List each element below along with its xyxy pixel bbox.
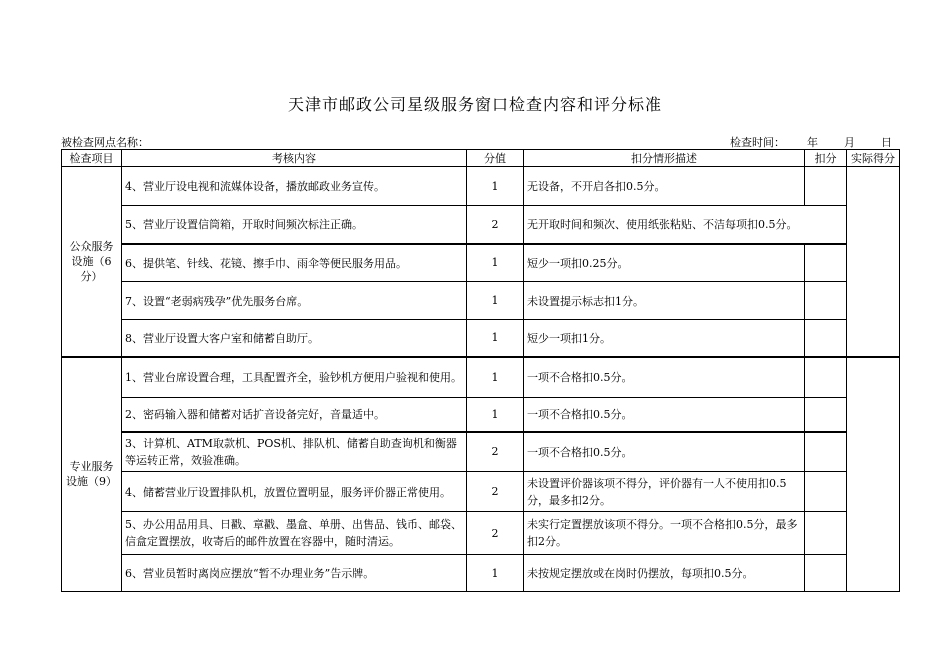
deduct-cell <box>805 357 847 398</box>
actual-score-cell <box>847 357 900 592</box>
table-row <box>62 398 900 432</box>
table-row <box>62 555 900 592</box>
deduct-desc-cell: 未实行定置摆放该项不得分。一项不合格扣0.5分，最多扣2分。 <box>524 512 805 555</box>
table-row <box>62 432 900 472</box>
content-cell: 8、营业厅设置大客户室和储蓄自助厅。 <box>122 320 467 357</box>
score-cell: 2 <box>467 432 524 472</box>
header-row <box>62 150 900 167</box>
deduct-desc-cell: 短少一项扣1分。 <box>524 320 805 357</box>
deduct-desc-cell: 未按规定摆放或在岗时仍摆放，每项扣0.5分。 <box>524 555 805 592</box>
header-actual: 实际得分 <box>847 150 900 167</box>
score-cell: 2 <box>467 206 524 244</box>
score-cell: 2 <box>467 512 524 555</box>
score-cell: 1 <box>467 357 524 398</box>
content-cell: 5、办公用品用具、日戳、章戳、墨盒、单册、出售品、钱币、邮袋、信盒定置摆放，收寄后的邮件放置在容器中，随时清运。 <box>122 512 467 555</box>
deduct-cell <box>805 472 847 512</box>
table-row <box>62 472 900 512</box>
score-cell: 1 <box>467 398 524 432</box>
score-cell: 1 <box>467 555 524 592</box>
page-title: 天津市邮政公司星级服务窗口检查内容和评分标准 <box>287 95 662 114</box>
deduct-desc-cell: 一项不合格扣0.5分。 <box>524 398 805 432</box>
header-item: 检查项目 <box>62 150 122 167</box>
deduct-desc-cell: 无设备，不开启各扣0.5分。 <box>524 167 805 206</box>
actual-score-cell <box>847 167 900 357</box>
table-row <box>62 512 900 555</box>
deduct-desc-cell: 未设置评价器该项不得分，评价器有一人不使用扣0.5分，最多扣2分。 <box>524 472 805 512</box>
deduct-desc-cell: 一项不合格扣0.5分。 <box>524 432 805 472</box>
deduct-desc-cell: 一项不合格扣0.5分。 <box>524 357 805 398</box>
score-cell: 1 <box>467 244 524 282</box>
header-deduct-desc: 扣分情形描述 <box>524 150 805 167</box>
content-cell: 3、计算机、ATM取款机、POS机、排队机、储蓄自助查询机和衡器等运转正常，效验准确。 <box>122 432 467 472</box>
deduct-desc-cell: 无开取时间和频次、使用纸张粘贴、不洁每项扣0.5分。 <box>524 206 847 244</box>
deduct-cell <box>805 512 847 555</box>
table-row <box>62 320 900 357</box>
content-cell: 1、营业台席设置合理，工具配置齐全，验钞机方便用户验视和使用。 <box>122 357 467 398</box>
table-row <box>62 244 900 282</box>
content-cell: 5、营业厅设置信筒箱，开取时间频次标注正确。 <box>122 206 467 244</box>
scoring-table <box>61 149 900 592</box>
content-cell: 4、储蓄营业厅设置排队机，放置位置明显，服务评价器正常使用。 <box>122 472 467 512</box>
deduct-cell <box>805 320 847 357</box>
deduct-desc-cell: 未设置提示标志扣1分。 <box>524 282 805 320</box>
month-label: 月 <box>844 136 855 149</box>
outlet-name-label: 被检查网点名称： <box>61 136 149 149</box>
category-professional-facilities: 专业服务设施（9） <box>62 357 122 592</box>
header-deduct: 扣分 <box>805 150 847 167</box>
table-row <box>62 357 900 398</box>
table-row <box>62 282 900 320</box>
header-score: 分值 <box>467 150 524 167</box>
content-cell: 6、营业员暂时离岗应摆放“暂不办理业务”告示牌。 <box>122 555 467 592</box>
table-row <box>62 167 900 206</box>
score-cell: 1 <box>467 167 524 206</box>
header-content: 考核内容 <box>122 150 467 167</box>
score-cell: 2 <box>467 472 524 512</box>
year-label: 年 <box>807 136 818 149</box>
content-cell: 4、营业厅设电视和流媒体设备，播放邮政业务宣传。 <box>122 167 467 206</box>
table-row <box>62 206 900 244</box>
score-cell: 1 <box>467 282 524 320</box>
deduct-cell <box>805 282 847 320</box>
deduct-cell <box>805 555 847 592</box>
deduct-cell <box>805 244 847 282</box>
inspection-date <box>730 134 892 150</box>
content-cell: 7、设置“老弱病残孕”优先服务台席。 <box>122 282 467 320</box>
day-label: 日 <box>881 136 892 149</box>
date-label: 检查时间： <box>730 136 785 149</box>
deduct-desc-cell: 短少一项扣0.25分。 <box>524 244 805 282</box>
content-cell: 2、密码输入器和储蓄对话扩音设备完好，音量适中。 <box>122 398 467 432</box>
deduct-cell <box>805 167 847 206</box>
deduct-cell <box>805 398 847 432</box>
category-public-facilities: 公众服务设施（6分） <box>62 167 122 357</box>
deduct-cell <box>805 432 847 472</box>
score-cell: 1 <box>467 320 524 357</box>
content-cell: 6、提供笔、针线、花镜、擦手巾、雨伞等便民服务用品。 <box>122 244 467 282</box>
